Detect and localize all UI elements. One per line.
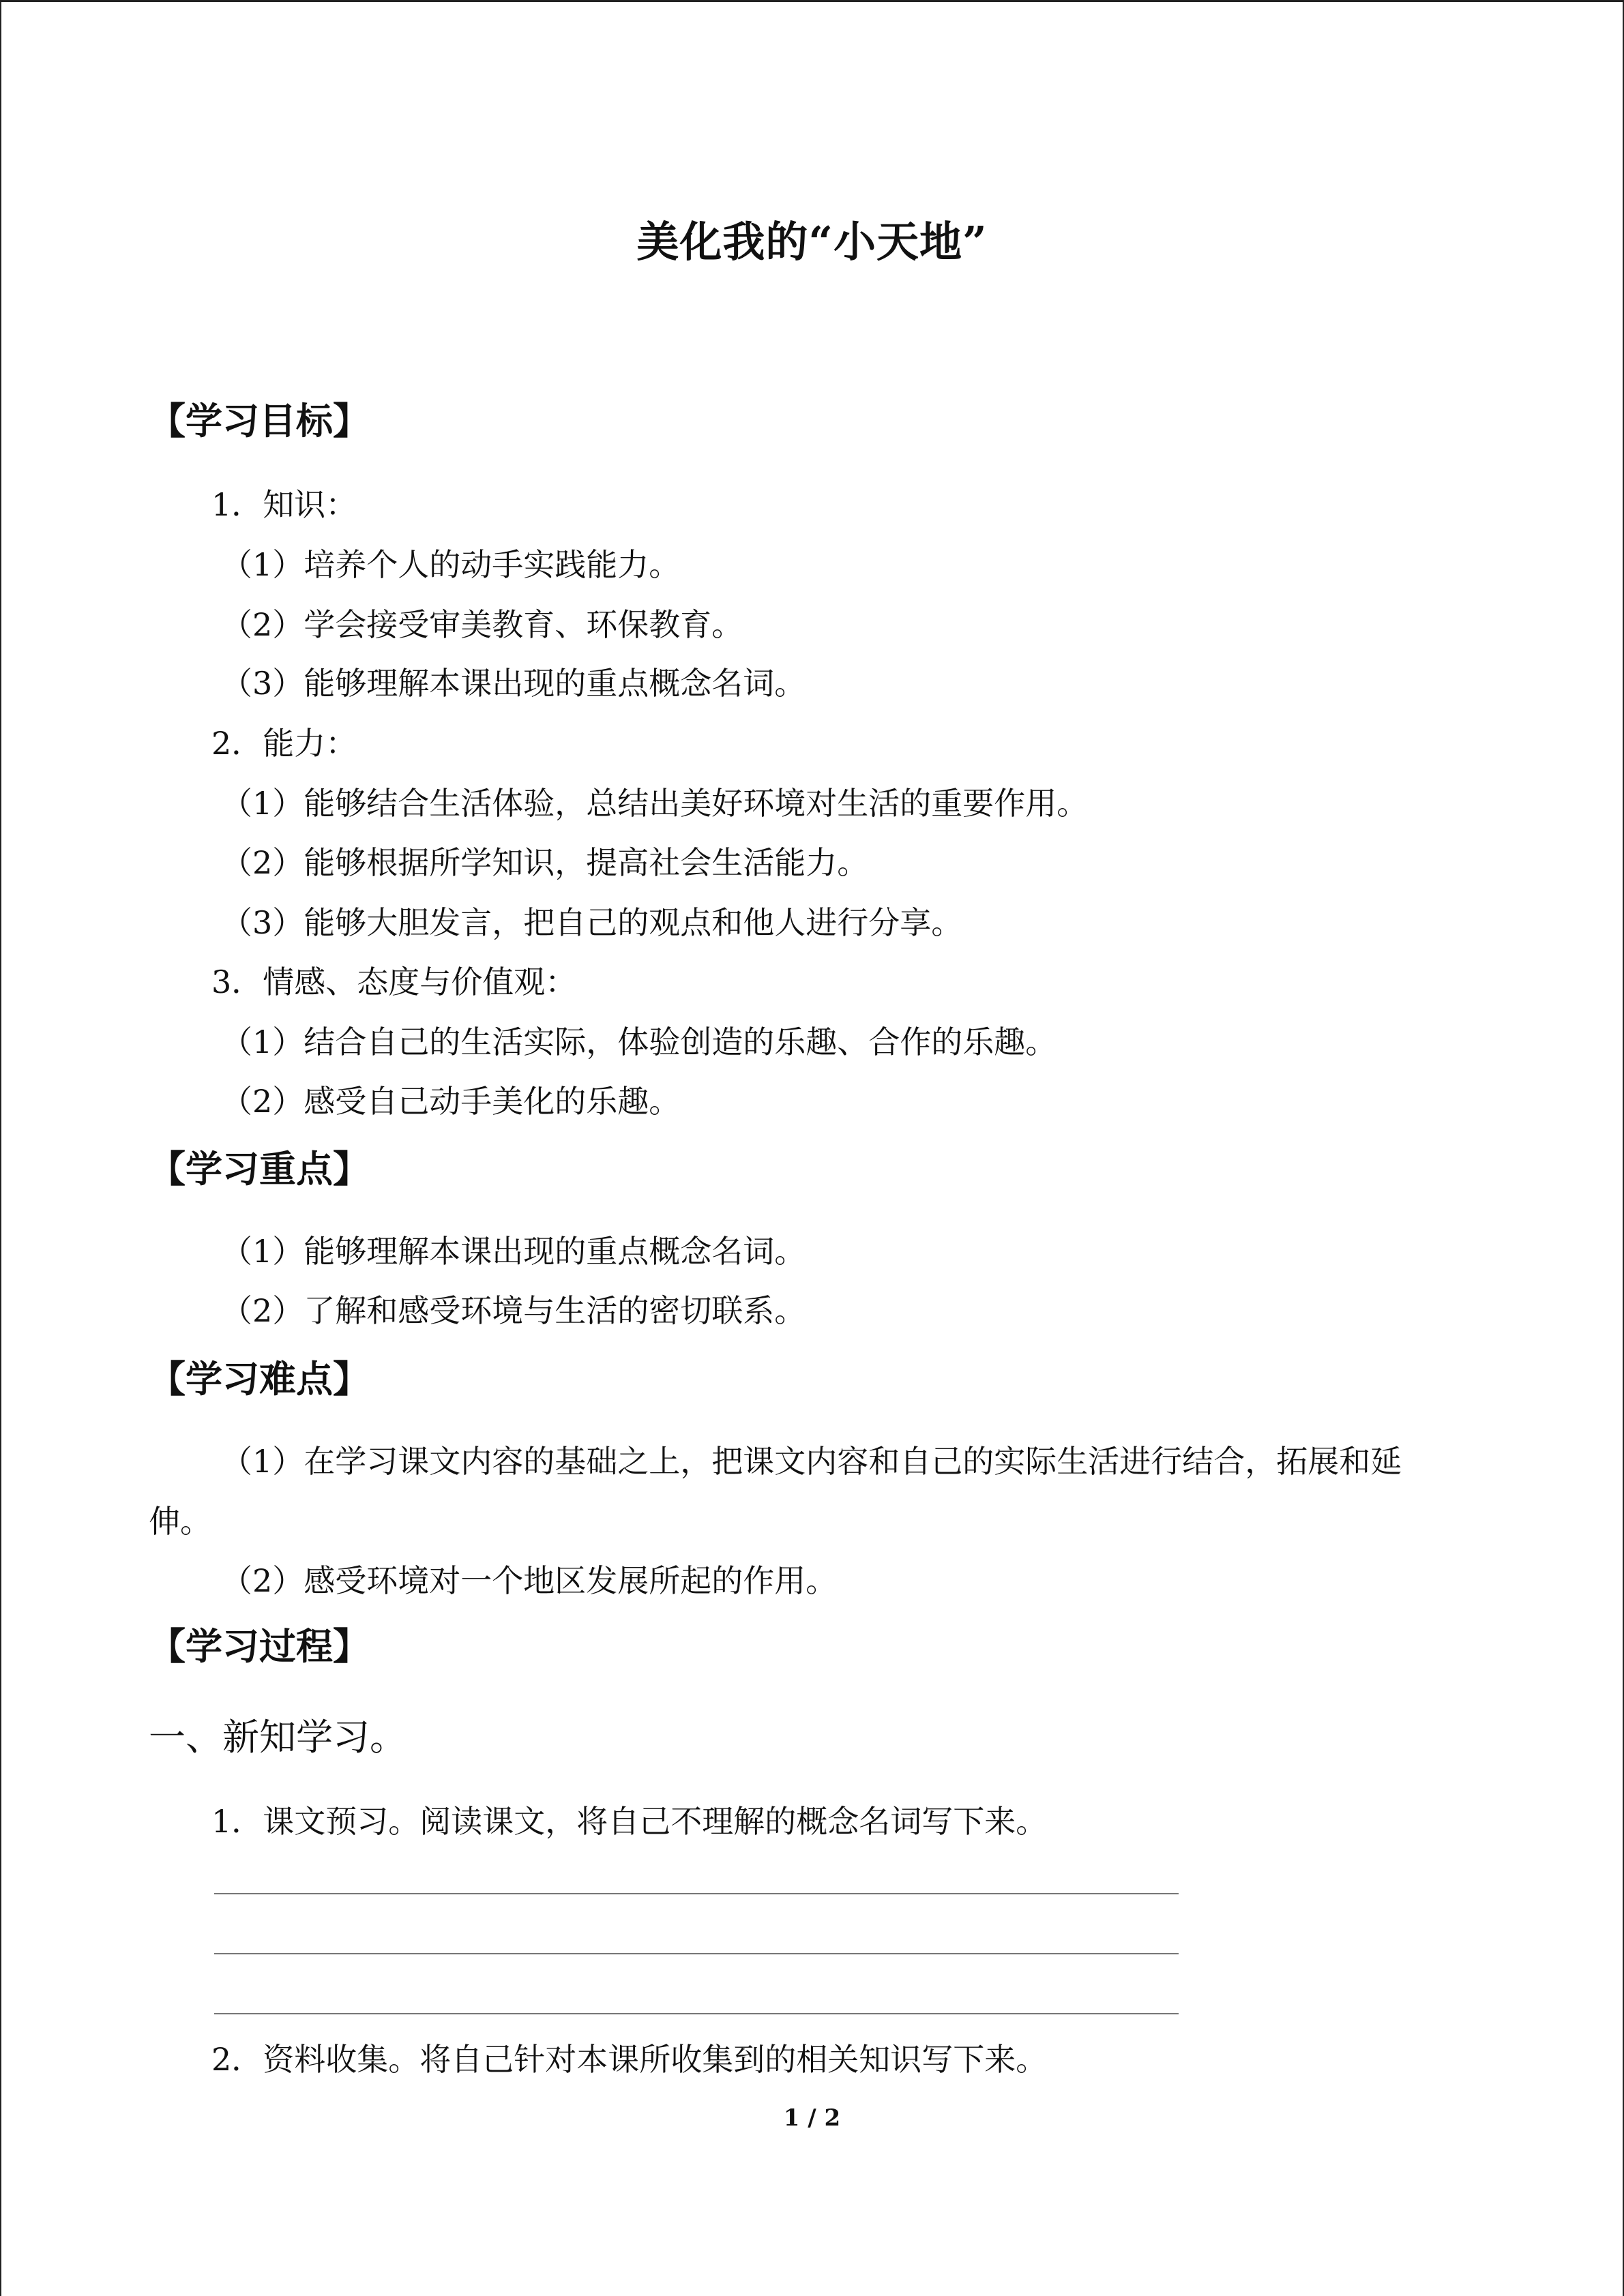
goal-ability-item: （3）能够大胆发言，把自己的观点和他人进行分享。 <box>221 904 963 941</box>
key-point-item: （2）了解和感受环境与生活的密切联系。 <box>221 1292 806 1329</box>
key-point-item: （1）能够理解本课出现的重点概念名词。 <box>221 1233 806 1270</box>
page-number: 1 / 2 <box>783 2104 841 2132</box>
heading-learning-goals: 【学习目标】 <box>149 400 370 443</box>
task-preview: 1．课文预习。阅读课文，将自己不理解的概念名词写下来。 <box>211 1803 1048 1840</box>
goal-ability-item: （2）能够根据所学知识，提高社会生活能力。 <box>221 844 869 881</box>
goal-ability-label: 2．能力： <box>211 725 357 762</box>
goal-knowledge-label: 1．知识： <box>211 486 357 523</box>
heading-key-points: 【学习重点】 <box>149 1148 370 1191</box>
answer-line <box>214 1893 1179 1894</box>
answer-line <box>214 2013 1179 2014</box>
heading-difficulties: 【学习难点】 <box>149 1358 370 1401</box>
goal-knowledge-item: （2）学会接受审美教育、环保教育。 <box>221 606 743 643</box>
heading-learning-process: 【学习过程】 <box>149 1625 370 1668</box>
difficulty-item-line: （1）在学习课文内容的基础之上，把课文内容和自己的实际生活进行结合，拓展和延 <box>221 1443 1402 1480</box>
goal-emotion-item: （2）感受自己动手美化的乐趣。 <box>221 1083 681 1120</box>
document-title: 美化我的“小天地” <box>636 217 988 267</box>
goal-ability-item: （1）能够结合生活体验，总结出美好环境对生活的重要作用。 <box>221 785 1089 822</box>
section-title: 一、新知学习。 <box>149 1716 407 1759</box>
answer-line <box>214 1953 1179 1954</box>
goal-emotion-label: 3．情感、态度与价值观： <box>211 964 577 1000</box>
task-collection: 2．资料收集。将自己针对本课所收集到的相关知识写下来。 <box>211 2041 1048 2078</box>
goal-knowledge-item: （3）能够理解本课出现的重点概念名词。 <box>221 665 806 702</box>
difficulty-item-continuation: 伸。 <box>149 1503 211 1540</box>
goal-knowledge-item: （1）培养个人的动手实践能力。 <box>221 546 681 583</box>
goal-emotion-item: （1）结合自己的生活实际，体验创造的乐趣、合作的乐趣。 <box>221 1024 1057 1060</box>
difficulty-item: （2）感受环境对一个地区发展所起的作用。 <box>221 1562 838 1599</box>
